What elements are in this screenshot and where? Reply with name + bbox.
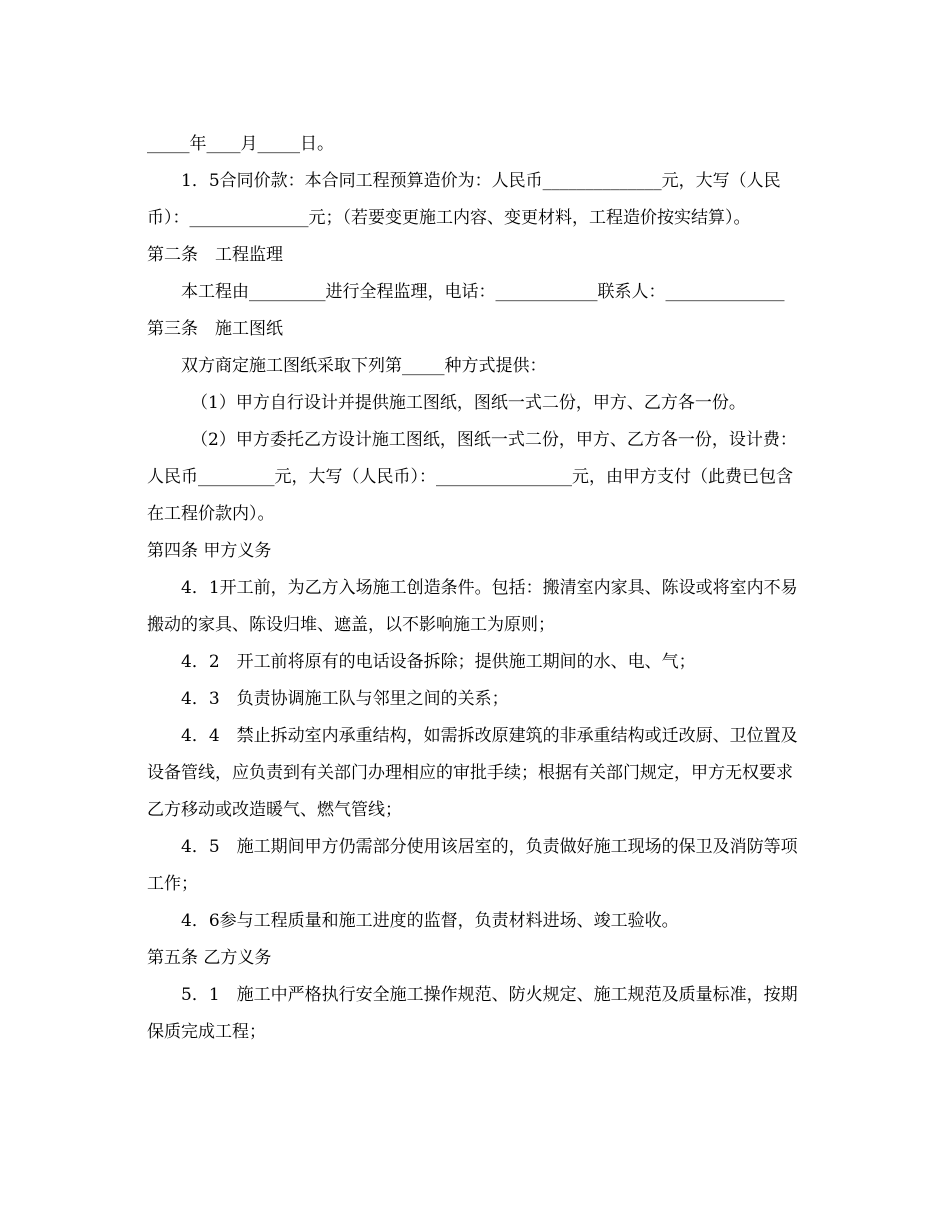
date-line: _____年____月_____日。	[147, 134, 334, 154]
clause-4-5: 4．5 施工期间甲方仍需部分使用该居室的，负责做好施工现场的保卫及消防等项工作；	[147, 837, 798, 894]
clause-5-1: 5．1 施工中严格执行安全施工操作规范、防火规定、施工规范及质量标准，按期保质完成工程；	[147, 985, 798, 1042]
clause-4-6: 4．6参与工程质量和施工进度的监督，负责材料进场、竣工验收。	[181, 911, 679, 931]
article-4-title: 第四条 甲方义务	[147, 541, 272, 561]
clause-4-4: 4．4 禁止拆动室内承重结构，如需拆改原建筑的非承重结构或迁改厨、卫位置及设备管线，应负责到有关部门办理相应的审批手续；根据有关部门规定，甲方无权要求乙方移动或改造暖气、燃气管线；	[147, 726, 798, 820]
article-3-drawings-body: 双方商定施工图纸采取下列第_____种方式提供：	[181, 356, 547, 376]
article-3-title: 第三条 施工图纸	[147, 319, 283, 339]
article-5-title: 第五条 乙方义务	[147, 948, 272, 968]
clause-4-3: 4．3 负责协调施工队与邻里之间的关系；	[181, 689, 509, 709]
document-body	[147, 126, 807, 1051]
drawings-option-2: （2）甲方委托乙方设计施工图纸，图纸一式二份，甲方、乙方各一份，设计费：人民币_________元，大写（人民币）：________________元，由甲方支付（此费已包含在工程价款内）。	[147, 430, 797, 524]
article-2-supervision-body: 本工程由_________进行全程监理，电话：____________联系人：______________	[181, 282, 785, 302]
article-2-title: 第二条 工程监理	[147, 245, 283, 265]
clause-1-5-contract-price: 1．5合同价款：本合同工程预算造价为：人民币______________元，大写（人民币）：______________元；（若要变更施工内容、变更材料，工程造价按实结算）。	[147, 171, 781, 228]
clause-4-2: 4．2 开工前将原有的电话设备拆除；提供施工期间的水、电、气；	[181, 652, 696, 672]
drawings-option-1: （1）甲方自行设计并提供施工图纸，图纸一式二份，甲方、乙方各一份。	[191, 393, 746, 413]
clause-4-1: 4．1开工前，为乙方入场施工创造条件。包括：搬清室内家具、陈设或将室内不易搬动的家具、陈设归堆、遮盖，以不影响施工为原则；	[147, 578, 798, 635]
